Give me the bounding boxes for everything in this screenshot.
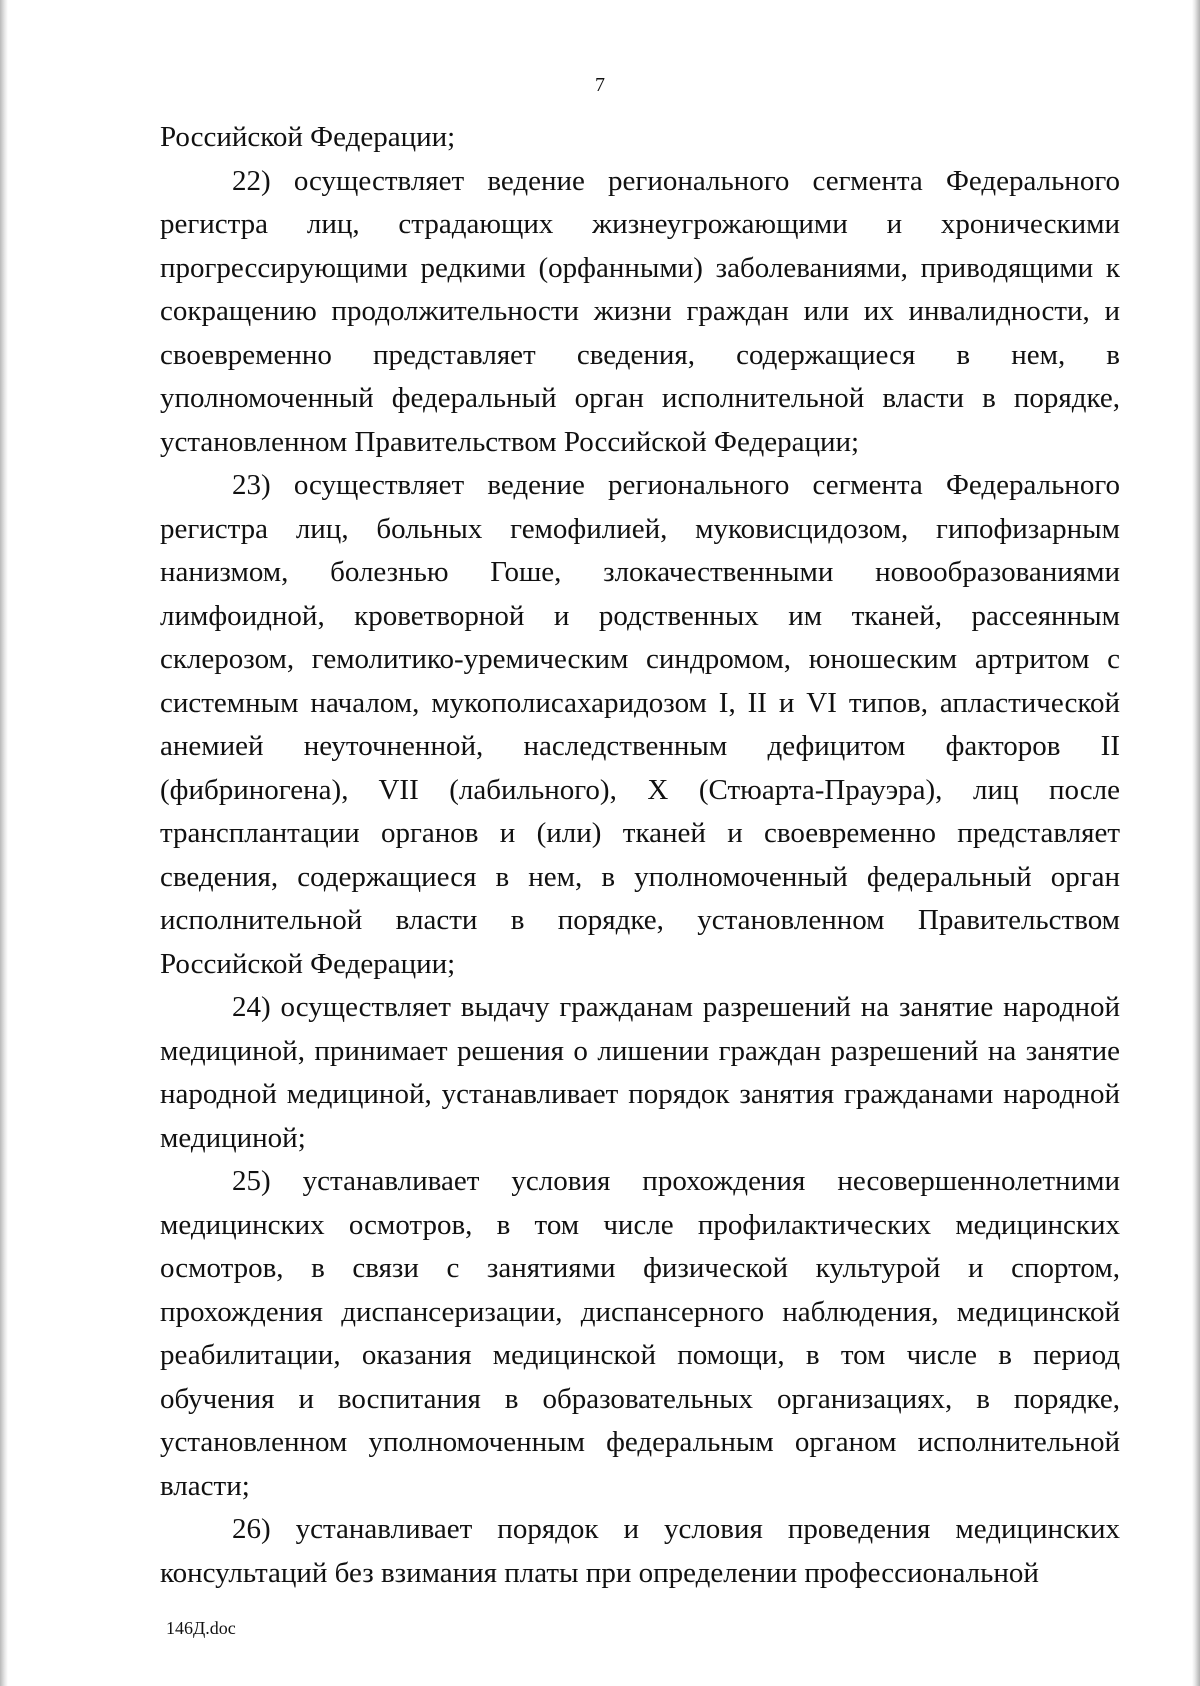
scan-edge-right bbox=[1192, 0, 1200, 1686]
footer-filename: 146Д.doc bbox=[166, 1618, 236, 1638]
scan-edge-left bbox=[0, 0, 8, 1686]
paragraph-item-24: 24) осуществляет выдачу гражданам разрешений на занятие народной медициной, принимает решения о лишении граждан разрешений на занятие народной медициной, устанавливает порядок занятия гражданами народной медициной; bbox=[160, 991, 1120, 1154]
document-body bbox=[160, 116, 1120, 1595]
paragraph-continuation: Российской Федерации; bbox=[160, 121, 456, 153]
paragraph-item-25: 25) устанавливает условия прохождения несовершеннолетними медицинских осмотров, в том числе профилактических медицинских осмотров, в связи с занятиями физической культурой и спортом, прохождения диспансеризации, диспансерного наблюдения, медицинской реабилитации, оказания медицинской помощи, в том числе в период обучения и воспитания в образовательных организациях, в порядке, установленном уполномоченным федеральным органом исполнительной власти; bbox=[160, 1165, 1120, 1502]
paragraph-item-26: 26) устанавливает порядок и условия проведения медицинских консультаций без взимания платы при определении профессиональной bbox=[160, 1513, 1120, 1589]
paragraph-item-22: 22) осуществляет ведение регионального сегмента Федерального регистра лиц, страдающих жизнеугрожающими и хроническими прогрессирующими редкими (орфанными) заболеваниями, приводящими к сокращению продолжительности жизни граждан или их инвалидности, и своевременно представляет сведения, содержащиеся в нем, в уполномоченный федеральный орган исполнительной власти в порядке, установленном Правительством Российской Федерации; bbox=[160, 164, 1120, 458]
page-number: 7 bbox=[595, 74, 605, 96]
paragraph-item-23: 23) осуществляет ведение регионального сегмента Федерального регистра лиц, больных гемофилией, муковисцидозом, гипофизарным нанизмом, болезнью Гоше, злокачественными новообразованиями лимфоидной, кроветворной и родственных им тканей, рассеянным склерозом, гемолитико-уремическим синдромом, юношеским артритом с системным началом, мукополисахаридозом I, II и VI типов, апластической анемией неуточненной, наследственным дефицитом факторов II (фибриногена), VII (лабильного), X (Стюарта-Прауэра), лиц после трансплантации органов и (или) тканей и своевременно представляет сведения, содержащиеся в нем, в уполномоченный федеральный орган исполнительной власти в порядке, установленном Правительством Российской Федерации; bbox=[160, 469, 1120, 980]
